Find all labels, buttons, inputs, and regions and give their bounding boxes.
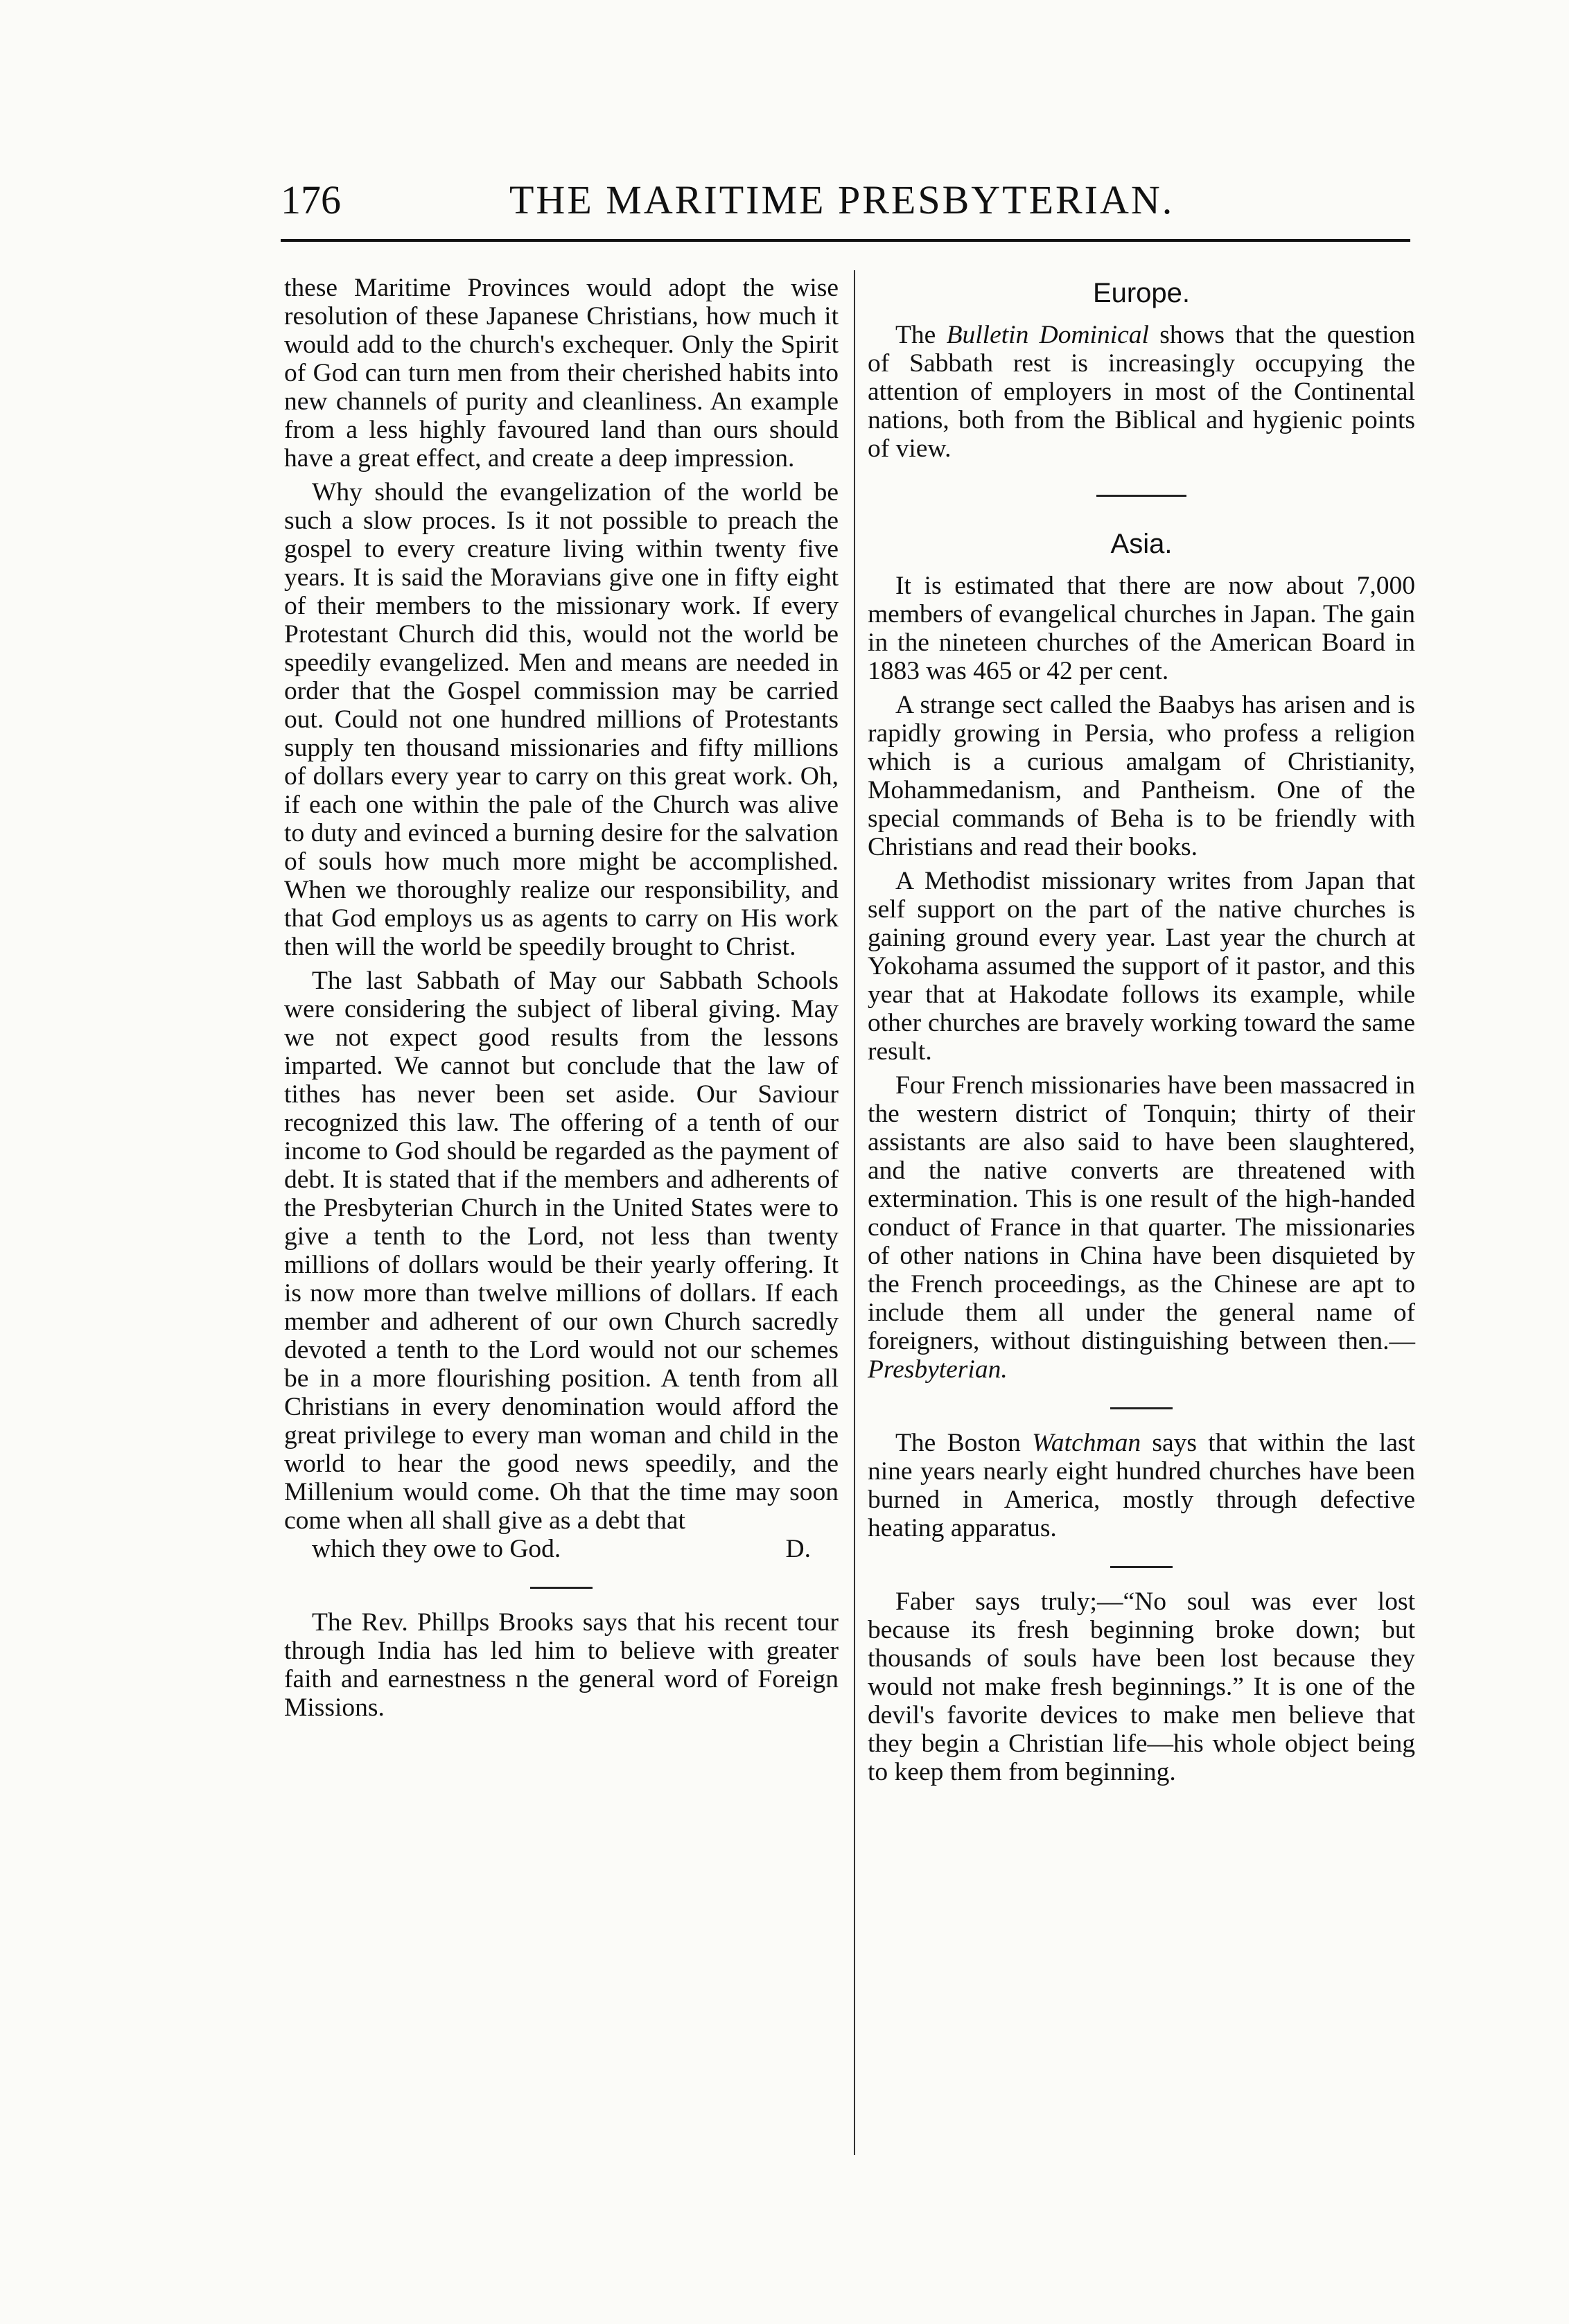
paragraph-evangelization: Why should the evangelization of the world be such a slow proces. Is it not possible to preach the gospel to every creature living within twenty five years. It is said the Moravians give one in fifty eight of their members to the missionary work. If every Protestant Church did this, would not the world be speedily evangelized. Men and means are needed in order that the Gospel commission may be carried out. Could not one hundred millions of Protestants supply ten thousand missionaries and fifty millions of dollars every year to carry on this great work. Oh, if each one within the pale of the Church was alive to duty and evinced a burning desire for the salvation of souls how much more might be accomplished. When we thoroughly realize our responsibility, and that God employs us as agents to carry on His work then will the world be speedily brought to Christ.	[284, 478, 839, 961]
europe-text-body: shows that the question of Sabbath rest is increasingly occupying the attention of employers in most of the Continental nations, both from the Biblical and hygienic points of view.	[868, 321, 1415, 463]
paragraph-phillips-brooks: The Rev. Phillps Brooks says that his recent tour through India has led him to believe with greater faith and earnestness n the general word of Foreign Missions.	[284, 1608, 839, 1722]
section-separator	[530, 1587, 593, 1589]
right-column	[868, 274, 1415, 1786]
header-rule	[281, 239, 1410, 242]
column-divider	[854, 270, 855, 2155]
paragraph-faber-quote: Faber says truly;—“No soul was ever lost because its fresh beginning broke down; but thousands of souls have been lost because they would not make fresh beginnings.” It is one of the devil's favorite devices to make men believe that they begin a Christian life—his whole object being to keep them from beginning.	[868, 1587, 1415, 1786]
paragraph-sabbath-giving-text: The last Sabbath of May our Sabbath Schools were considering the subject of liberal giving. May we not expect good results from the lessons imparted. We cannot but conclude that the law of tithes has never been set aside. Our Saviour recognized this law. The offering of a tenth of our income to God should be regarded as the payment of debt. It is stated that if the members and adherents of the Presbyterian Church in the United States were to give a tenth to the Lord, not less than twenty millions of dollars would be their yearly offering. It is now more than twelve millions of dollars. If each member and adherent of our own Church sacredly devoted a tenth to the Lord would not our schemes be in a more flourishing position. A tenth from all Christians in every denomination would afford the great privilege to every man woman and child in the world to hear the good news speedily, and the Millenium would come. Oh that the time may soon come when all shall give as a debt that	[284, 967, 839, 1535]
page-number: 176	[281, 177, 341, 222]
boston-text-lead: The Boston	[895, 1429, 1033, 1457]
europe-heading: Europe.	[1092, 278, 1191, 308]
paragraph-bulletin-dominical	[868, 321, 1415, 463]
paragraph-methodist-japan: A Methodist missionary writes from Japan that self support on the part of the native churches is gaining ground every year. Last year the church at Yokohama assumed the support of it pastor, and this year that at Hakodate follows its example, while other churches are bravely working toward the same result.	[868, 867, 1415, 1066]
paragraph-japanese-christians: these Maritime Provinces would adopt the wise resolution of these Japanese Christians, how much it would add to the church's exchequer. Only the Spirit of God can turn men from their cherished habits into new channels of purity and cleanliness. An example from a less highly favoured land than ours should have a great effect, and create a deep impression.	[284, 274, 839, 473]
paragraph-sabbath-giving	[284, 967, 839, 1563]
paragraph-boston-watchman	[868, 1429, 1415, 1542]
publication-title: Watchman	[1032, 1429, 1141, 1457]
paragraph-french-missionaries	[868, 1071, 1415, 1384]
signature-line-text: which they owe to God.	[312, 1535, 561, 1563]
section-separator	[1110, 1566, 1173, 1568]
section-separator	[1110, 1407, 1173, 1409]
author-signature: D.	[785, 1535, 811, 1563]
source-attribution: Presbyterian.	[868, 1355, 1008, 1384]
europe-text-lead: The	[895, 321, 947, 349]
boston-text-body: says that within the last nine years nearly eight hundred churches have been burned in America, mostly through defective heating apparatus.	[868, 1429, 1415, 1542]
paragraph-baabys-sect: A strange sect called the Baabys has arisen and is rapidly growing in Persia, who profess a religion which is a curious amalgam of Christianity, Mohammedanism, and Pantheism. One of the special commands of Beha is to be friendly with Christians and read their books.	[868, 691, 1415, 861]
publication-title: Bulletin Dominical	[946, 321, 1149, 349]
paragraph-japan-members: It is estimated that there are now about 7,000 members of evangelical churches in Japan. The gain in the nineteen churches of the American Board in 1883 was 465 or 42 per cent.	[868, 572, 1415, 685]
asia-heading: Asia.	[1110, 529, 1173, 559]
french-missionaries-text: Four French missionaries have been massacred in the western district of Tonquin; thirty of their assistants are also said to have been slaughtered, and the native converts are threatened with extermination. This is one result of the high-handed conduct of France in that quarter. The missionaries of other nations in China have been disquieted by the French proceedings, as the Chinese are apt to include them all under the general name of foreigners, without distinguishing between then.—	[868, 1071, 1415, 1355]
signature-line	[284, 1535, 839, 1563]
running-title: THE MARITIME PRESBYTERIAN.	[509, 177, 1175, 222]
section-separator	[1096, 495, 1186, 497]
page-header	[281, 177, 1410, 232]
left-column	[284, 274, 839, 1722]
